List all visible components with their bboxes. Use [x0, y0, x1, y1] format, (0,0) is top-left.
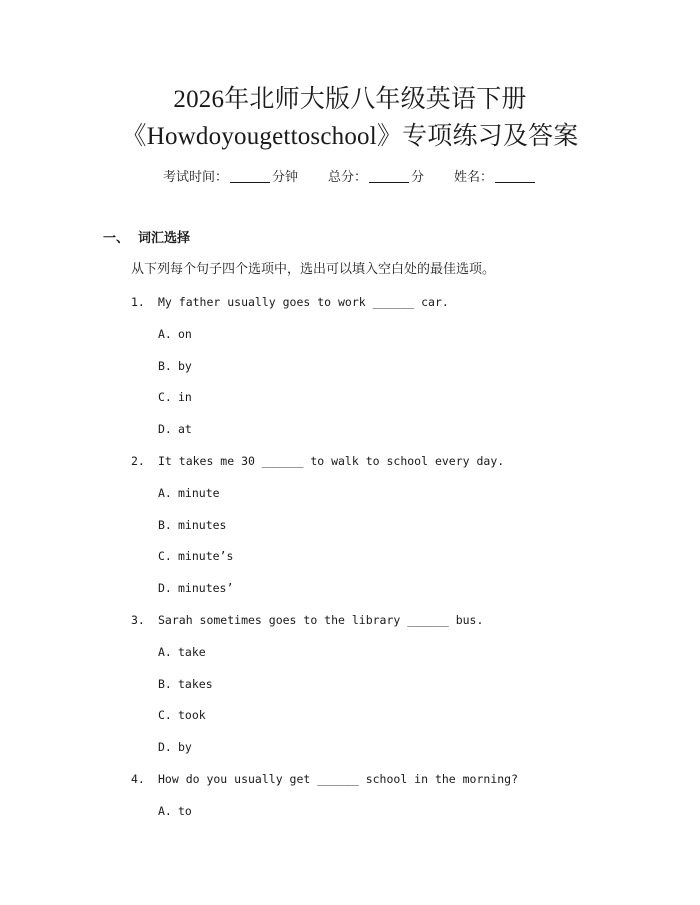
student-name-field	[454, 168, 537, 187]
option-text: take	[178, 644, 206, 659]
exam-time-field	[163, 168, 298, 187]
option-text: takes	[178, 676, 213, 691]
option-text: by	[178, 740, 192, 755]
exam-time-unit: 分钟	[271, 170, 298, 185]
total-score-field	[328, 168, 424, 187]
question-text: How do you usually get ______ school in the morning?	[158, 772, 519, 786]
question-item	[131, 453, 504, 469]
total-score-unit: 分	[411, 170, 425, 185]
answer-option[interactable]	[158, 517, 226, 533]
option-letter: A.	[158, 644, 172, 659]
option-letter: C.	[158, 549, 172, 564]
question-text: My father usually goes to work ______ car.	[158, 295, 449, 309]
section-title: 词汇选择	[138, 231, 191, 246]
option-letter: C.	[158, 708, 172, 723]
option-text: took	[178, 708, 206, 723]
option-text: minutes’	[178, 581, 234, 596]
question-text: It takes me 30 ______ to walk to school every day.	[158, 454, 505, 468]
option-text: minute’s	[178, 549, 234, 564]
option-text: by	[178, 358, 192, 373]
option-letter: A.	[158, 326, 172, 341]
answer-option[interactable]	[158, 421, 192, 437]
document-title-line-2: 《Howdoyougettoschool》专项练习及答案	[121, 123, 579, 150]
option-text: to	[178, 803, 192, 818]
answer-option[interactable]	[158, 707, 206, 723]
option-letter: D.	[158, 740, 172, 755]
option-letter: B.	[158, 676, 172, 691]
question-item	[131, 612, 483, 628]
answer-option[interactable]	[158, 326, 192, 342]
option-letter: D.	[158, 422, 172, 437]
option-letter: A.	[158, 485, 172, 500]
option-text: minute	[178, 485, 220, 500]
student-name-blank	[495, 168, 535, 183]
answer-option[interactable]	[158, 580, 233, 596]
question-text: Sarah sometimes goes to the library ______ bus.	[158, 613, 484, 627]
question-number: 3.	[131, 613, 145, 627]
exam-info-line	[0, 168, 700, 187]
answer-option[interactable]	[158, 548, 233, 564]
exam-time-blank	[230, 168, 270, 183]
exam-time-label: 考试时间：	[162, 170, 228, 185]
answer-option[interactable]	[158, 389, 192, 405]
option-letter: C.	[158, 390, 172, 405]
student-name-label: 姓名：	[454, 170, 494, 185]
option-text: minutes	[178, 517, 227, 532]
answer-option[interactable]	[158, 803, 192, 819]
document-title-line-1: 2026年北师大版八年级英语下册	[173, 86, 527, 113]
option-text: in	[178, 390, 192, 405]
option-letter: B.	[158, 358, 172, 373]
total-score-label: 总分：	[327, 170, 367, 185]
question-item	[131, 771, 518, 787]
section-instruction: 从下列每个句子四个选项中，选出可以填入空白处的最佳选项。	[131, 262, 496, 277]
question-number: 1.	[131, 295, 145, 309]
question-number: 4.	[131, 772, 145, 786]
option-text: on	[178, 326, 192, 341]
answer-option[interactable]	[158, 739, 192, 755]
total-score-blank	[369, 168, 409, 183]
answer-option[interactable]	[158, 485, 220, 501]
option-letter: B.	[158, 517, 172, 532]
question-number: 2.	[131, 454, 145, 468]
section-heading	[103, 230, 190, 248]
option-letter: A.	[158, 803, 172, 818]
answer-option[interactable]	[158, 644, 206, 660]
answer-option[interactable]	[158, 676, 213, 692]
answer-option[interactable]	[158, 358, 192, 374]
question-item	[131, 294, 449, 310]
option-letter: D.	[158, 581, 172, 596]
option-text: at	[178, 422, 192, 437]
section-number: 一、	[103, 231, 130, 246]
